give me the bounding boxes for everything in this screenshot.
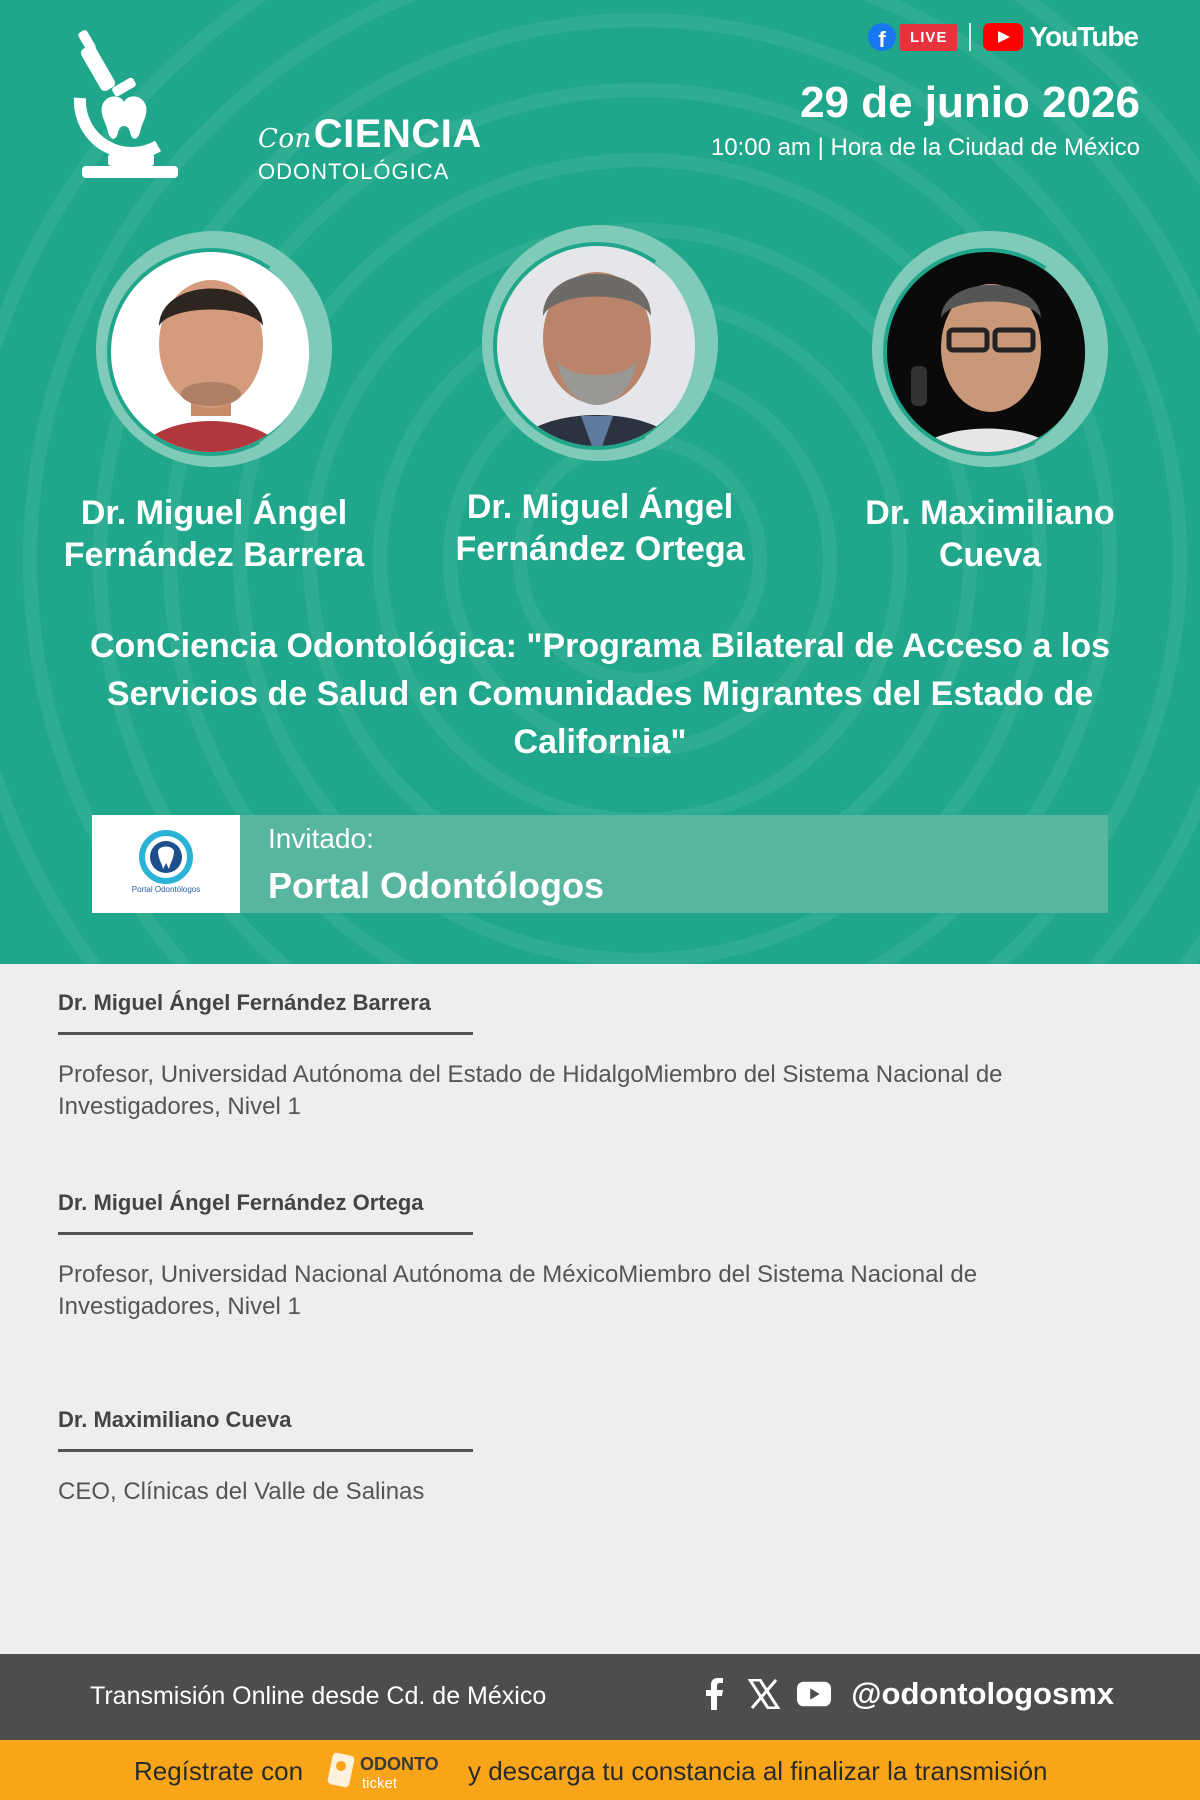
bio-description: Profesor, Universidad Nacional Autónoma de MéxicoMiembro del Sistema Nacional de Investigadores, Nivel 1 [58, 1261, 978, 1320]
x-icon[interactable] [747, 1677, 781, 1711]
speaker-card-1 [24, 226, 404, 576]
bio-divider [58, 1232, 473, 1235]
bio-description: Profesor, Universidad Autónoma del Estado de HidalgoMiembro del Sistema Nacional de Investigadores, Nivel 1 [58, 1061, 1003, 1120]
talk-title: ConCiencia Odontológica: "Programa Bilateral de Acceso a los Servicios de Salud en Comunidades Migrantes del Estado de California" [90, 627, 1110, 761]
bio-section-1 [58, 990, 1148, 1123]
bio-name: Dr. Maximiliano Cueva [58, 1407, 292, 1432]
odonto-ticket-logo[interactable] [326, 1748, 456, 1792]
register-text-before: Regístrate con [134, 1756, 304, 1786]
speaker-photo-1 [91, 226, 337, 472]
bio-divider [58, 1032, 473, 1035]
youtube-play-icon [983, 23, 1023, 51]
footer-bar [0, 1654, 1200, 1740]
speaker-name-line: Dr. Miguel Ángel [80, 494, 348, 532]
guest-logo-caption: Portal Odontólogos [131, 885, 201, 894]
logo-wordmark [258, 112, 482, 185]
youtube-link[interactable] [983, 21, 1138, 53]
speaker-name-line: Fernández Ortega [455, 530, 745, 568]
logo-prefix: Con [258, 124, 312, 154]
bio-description: CEO, Clínicas del Valle de Salinas [58, 1478, 425, 1505]
social-handle[interactable]: @odontologosmx [851, 1676, 1114, 1711]
bio-name: Dr. Miguel Ángel Fernández Barrera [58, 990, 431, 1015]
guest-label: Invitado: [268, 823, 374, 854]
youtube-icon[interactable] [797, 1677, 831, 1711]
microscope-tooth-icon [72, 28, 192, 180]
facebook-icon[interactable] [697, 1677, 731, 1711]
social-links [697, 1676, 1114, 1712]
ticket-icon [326, 1748, 456, 1792]
register-banner [0, 1740, 1200, 1800]
facebook-live[interactable] [868, 23, 957, 51]
conciencia-logo [72, 28, 482, 184]
logo-main: CIENCIA [313, 112, 482, 156]
bio-section-2 [58, 1190, 1148, 1323]
odonto-ticket-sub: ticket [362, 1775, 398, 1792]
speaker-name-line: Fernández Barrera [63, 536, 365, 574]
portal-odontologos-logo [92, 815, 240, 913]
speaker-name-2 [410, 486, 790, 570]
live-badge: LIVE [900, 24, 957, 51]
speaker-photo-2 [477, 220, 723, 466]
bio-section-3 [58, 1407, 1148, 1508]
speaker-card-3 [800, 226, 1180, 576]
speaker-name-line: Dr. Miguel Ángel [466, 488, 734, 526]
event-time: 10:00 am | Hora de la Ciudad de México [710, 134, 1140, 161]
platform-divider [969, 23, 971, 51]
youtube-label: YouTube [1029, 21, 1138, 52]
speaker-photo-3 [867, 226, 1113, 472]
streaming-platforms [868, 20, 1138, 54]
bio-name: Dr. Miguel Ángel Fernández Ortega [58, 1190, 424, 1215]
speaker-name-3 [800, 492, 1180, 576]
event-date: 29 de junio 2026 [800, 78, 1140, 127]
register-text-after: y descarga tu constancia al finalizar la transmisión [468, 1756, 1048, 1786]
guest-bar [92, 815, 1108, 913]
speaker-name-line: Dr. Maximiliano [865, 494, 1115, 532]
facebook-icon: f [868, 23, 896, 51]
speaker-name-line: Cueva [938, 536, 1042, 574]
bio-divider [58, 1449, 473, 1452]
speaker-name-1 [24, 492, 404, 576]
portal-odontologos-icon [92, 815, 240, 885]
transmission-note: Transmisión Online desde Cd. de México [90, 1682, 547, 1710]
speaker-card-2 [410, 220, 790, 570]
odonto-ticket-main: ODONTO [360, 1754, 439, 1774]
logo-sub: ODONTOLÓGICA [258, 159, 450, 184]
guest-name: Portal Odontólogos [268, 865, 604, 906]
